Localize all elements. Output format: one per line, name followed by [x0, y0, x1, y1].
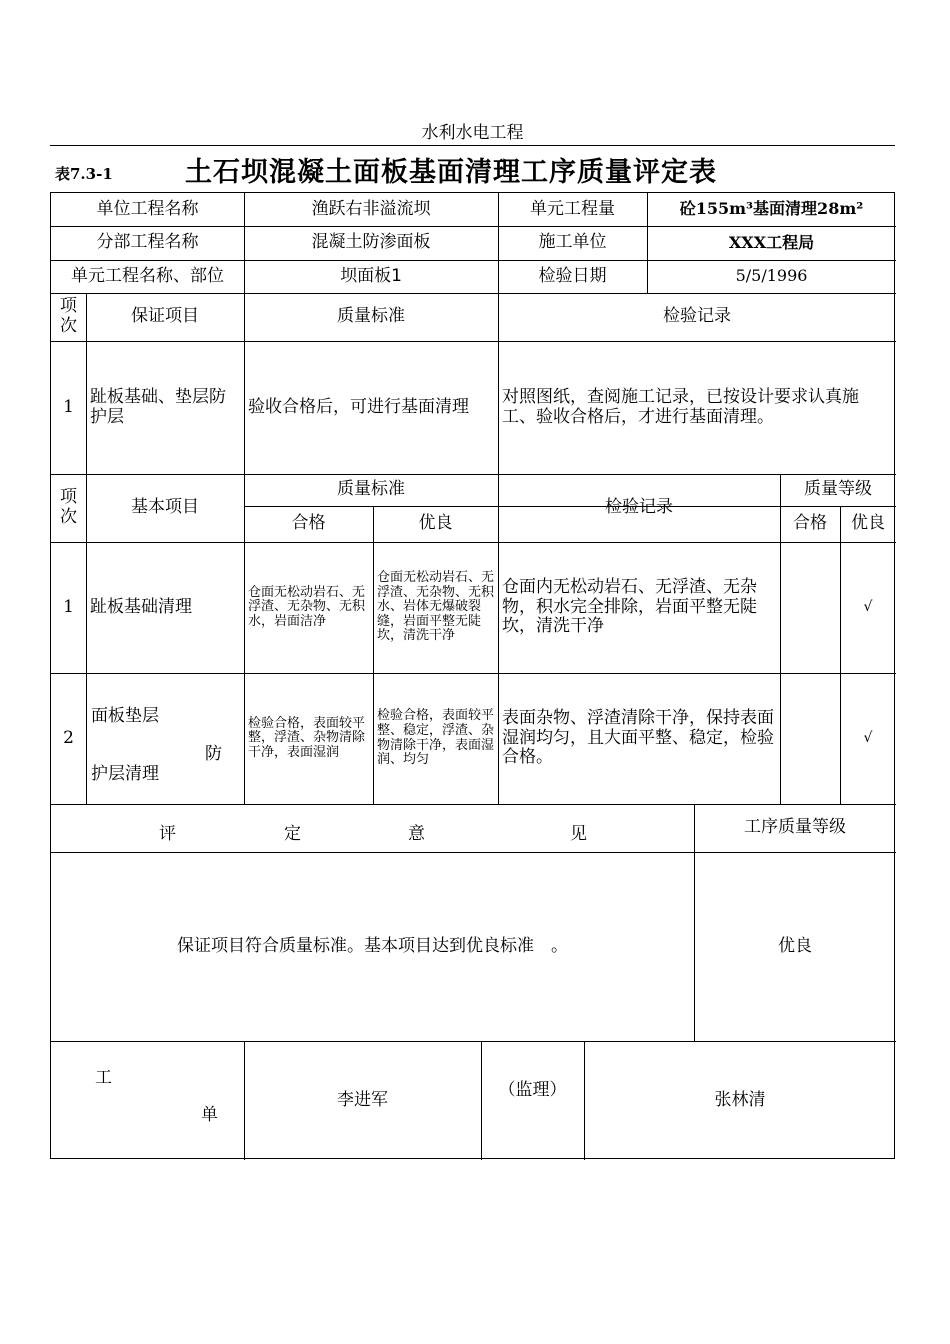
element-label: 单元工程名称、部位	[71, 265, 224, 286]
assessment-header-char: 见	[570, 824, 587, 844]
guarantee-standard-header: 质量标准	[337, 306, 405, 327]
signature-char: 工	[95, 1068, 112, 1088]
basic-row-2-pass-standard: 检验合格，表面较平整，浮渣、杂物清除干净，表面湿润	[248, 715, 366, 760]
supervisor-label: （监理）	[498, 1080, 567, 1101]
basic-row-2-check-icon: √	[863, 730, 873, 747]
builder-signature: 李进军	[337, 1089, 388, 1110]
basic-excellent-header: 优良	[418, 513, 453, 534]
basic-row-1-excellent-standard: 仓面无松动岩石、无浮渣、无杂物、无积水、岩体无爆破裂缝，岩面平整无陡坎，清洗干净	[377, 570, 495, 644]
basic-row-2-record: 表面杂物、浮渣清除干净，保持表面湿润均匀，且大面平整、稳定，检验合格。	[502, 708, 774, 768]
evaluation-table	[50, 192, 895, 1159]
basic-pass-header: 合格	[291, 513, 326, 534]
basic-row-2-grade-pass	[780, 673, 840, 804]
basic-row-2-excellent-standard: 检验合格，表面较平整、稳定，浮渣、杂物清除干净，表面湿润、均匀	[377, 708, 495, 768]
basic-row-1-pass-standard: 仓面无松动岩石、无浮渣、无杂物、无积水，岩面洁净	[248, 584, 366, 629]
basic-record-header: 检验记录	[605, 497, 673, 518]
unit-quantity-label: 单元工程量	[530, 198, 615, 219]
contractor-label: 施工单位	[538, 232, 607, 253]
assessment-header-char: 定	[284, 824, 301, 844]
basic-row-2-item-line2: 防	[205, 744, 222, 764]
basic-row-1-index: 1	[63, 596, 74, 617]
guarantee-row-item: 趾板基础、垫层防护层	[90, 386, 226, 427]
unit-project-label: 单位工程名称	[96, 198, 199, 219]
basic-grade-header: 质量等级	[804, 479, 872, 500]
page-title: 土石坝混凝土面板基面清理工序质量评定表	[185, 157, 717, 188]
unit-quantity-value: 砼155m³基面清理28m²	[679, 199, 864, 219]
signature-char: 单	[201, 1105, 218, 1125]
basic-grade-pass-header: 合格	[793, 513, 827, 534]
guarantee-record-header: 检验记录	[663, 306, 731, 327]
supervisor-signature: 张林清	[714, 1089, 766, 1110]
basic-index-header: 项次	[60, 487, 77, 527]
element-value: 坝面板1	[340, 265, 402, 286]
basic-grade-excellent-header: 优良	[851, 513, 885, 534]
org-header: 水利水电工程	[421, 123, 524, 143]
date-value: 5/5/1996	[735, 266, 808, 286]
table-number: 表7.3-1	[55, 165, 113, 183]
basic-row-1-record: 仓面内无松动岩石、无浮渣、无杂物，积水完全排除，岩面平整无陡坎，清洗干净	[502, 577, 757, 637]
guarantee-item-header: 保证项目	[131, 306, 199, 327]
basic-row-2-item-line3: 护层清理	[91, 764, 159, 784]
assessment-header-char: 意	[408, 824, 425, 844]
date-label: 检验日期	[538, 265, 607, 286]
process-grade-value: 优良	[778, 935, 812, 956]
basic-standard-header: 质量标准	[337, 479, 405, 500]
header-divider	[50, 145, 895, 146]
guarantee-row-index: 1	[63, 396, 74, 417]
process-grade-header: 工序质量等级	[744, 817, 846, 838]
contractor-value: XXX工程局	[728, 232, 815, 252]
basic-item-header: 基本项目	[131, 497, 199, 518]
guarantee-index-header: 项次	[60, 296, 77, 336]
basic-row-1-check-icon: √	[863, 599, 873, 616]
sub-project-label: 分部工程名称	[96, 232, 199, 253]
guarantee-row-standard: 验收合格后，可进行基面清理	[248, 396, 469, 417]
unit-project-value: 渔跃右非溢流坝	[311, 198, 431, 219]
assessment-header-char: 评	[159, 824, 176, 844]
guarantee-row-record: 对照图纸，查阅施工记录，已按设计要求认真施工、验收合格后，才进行基面清理。	[502, 386, 859, 427]
sub-project-value: 混凝土防渗面板	[311, 232, 431, 253]
basic-row-2-item-line1: 面板垫层	[91, 706, 159, 726]
basic-row-1-item: 趾板基础清理	[90, 596, 192, 617]
basic-row-2-index: 2	[63, 727, 74, 748]
basic-row-1-grade-pass	[780, 542, 840, 673]
assessment-opinion: 保证项目符合质量标准。基本项目达到优良标准 。	[177, 935, 568, 956]
